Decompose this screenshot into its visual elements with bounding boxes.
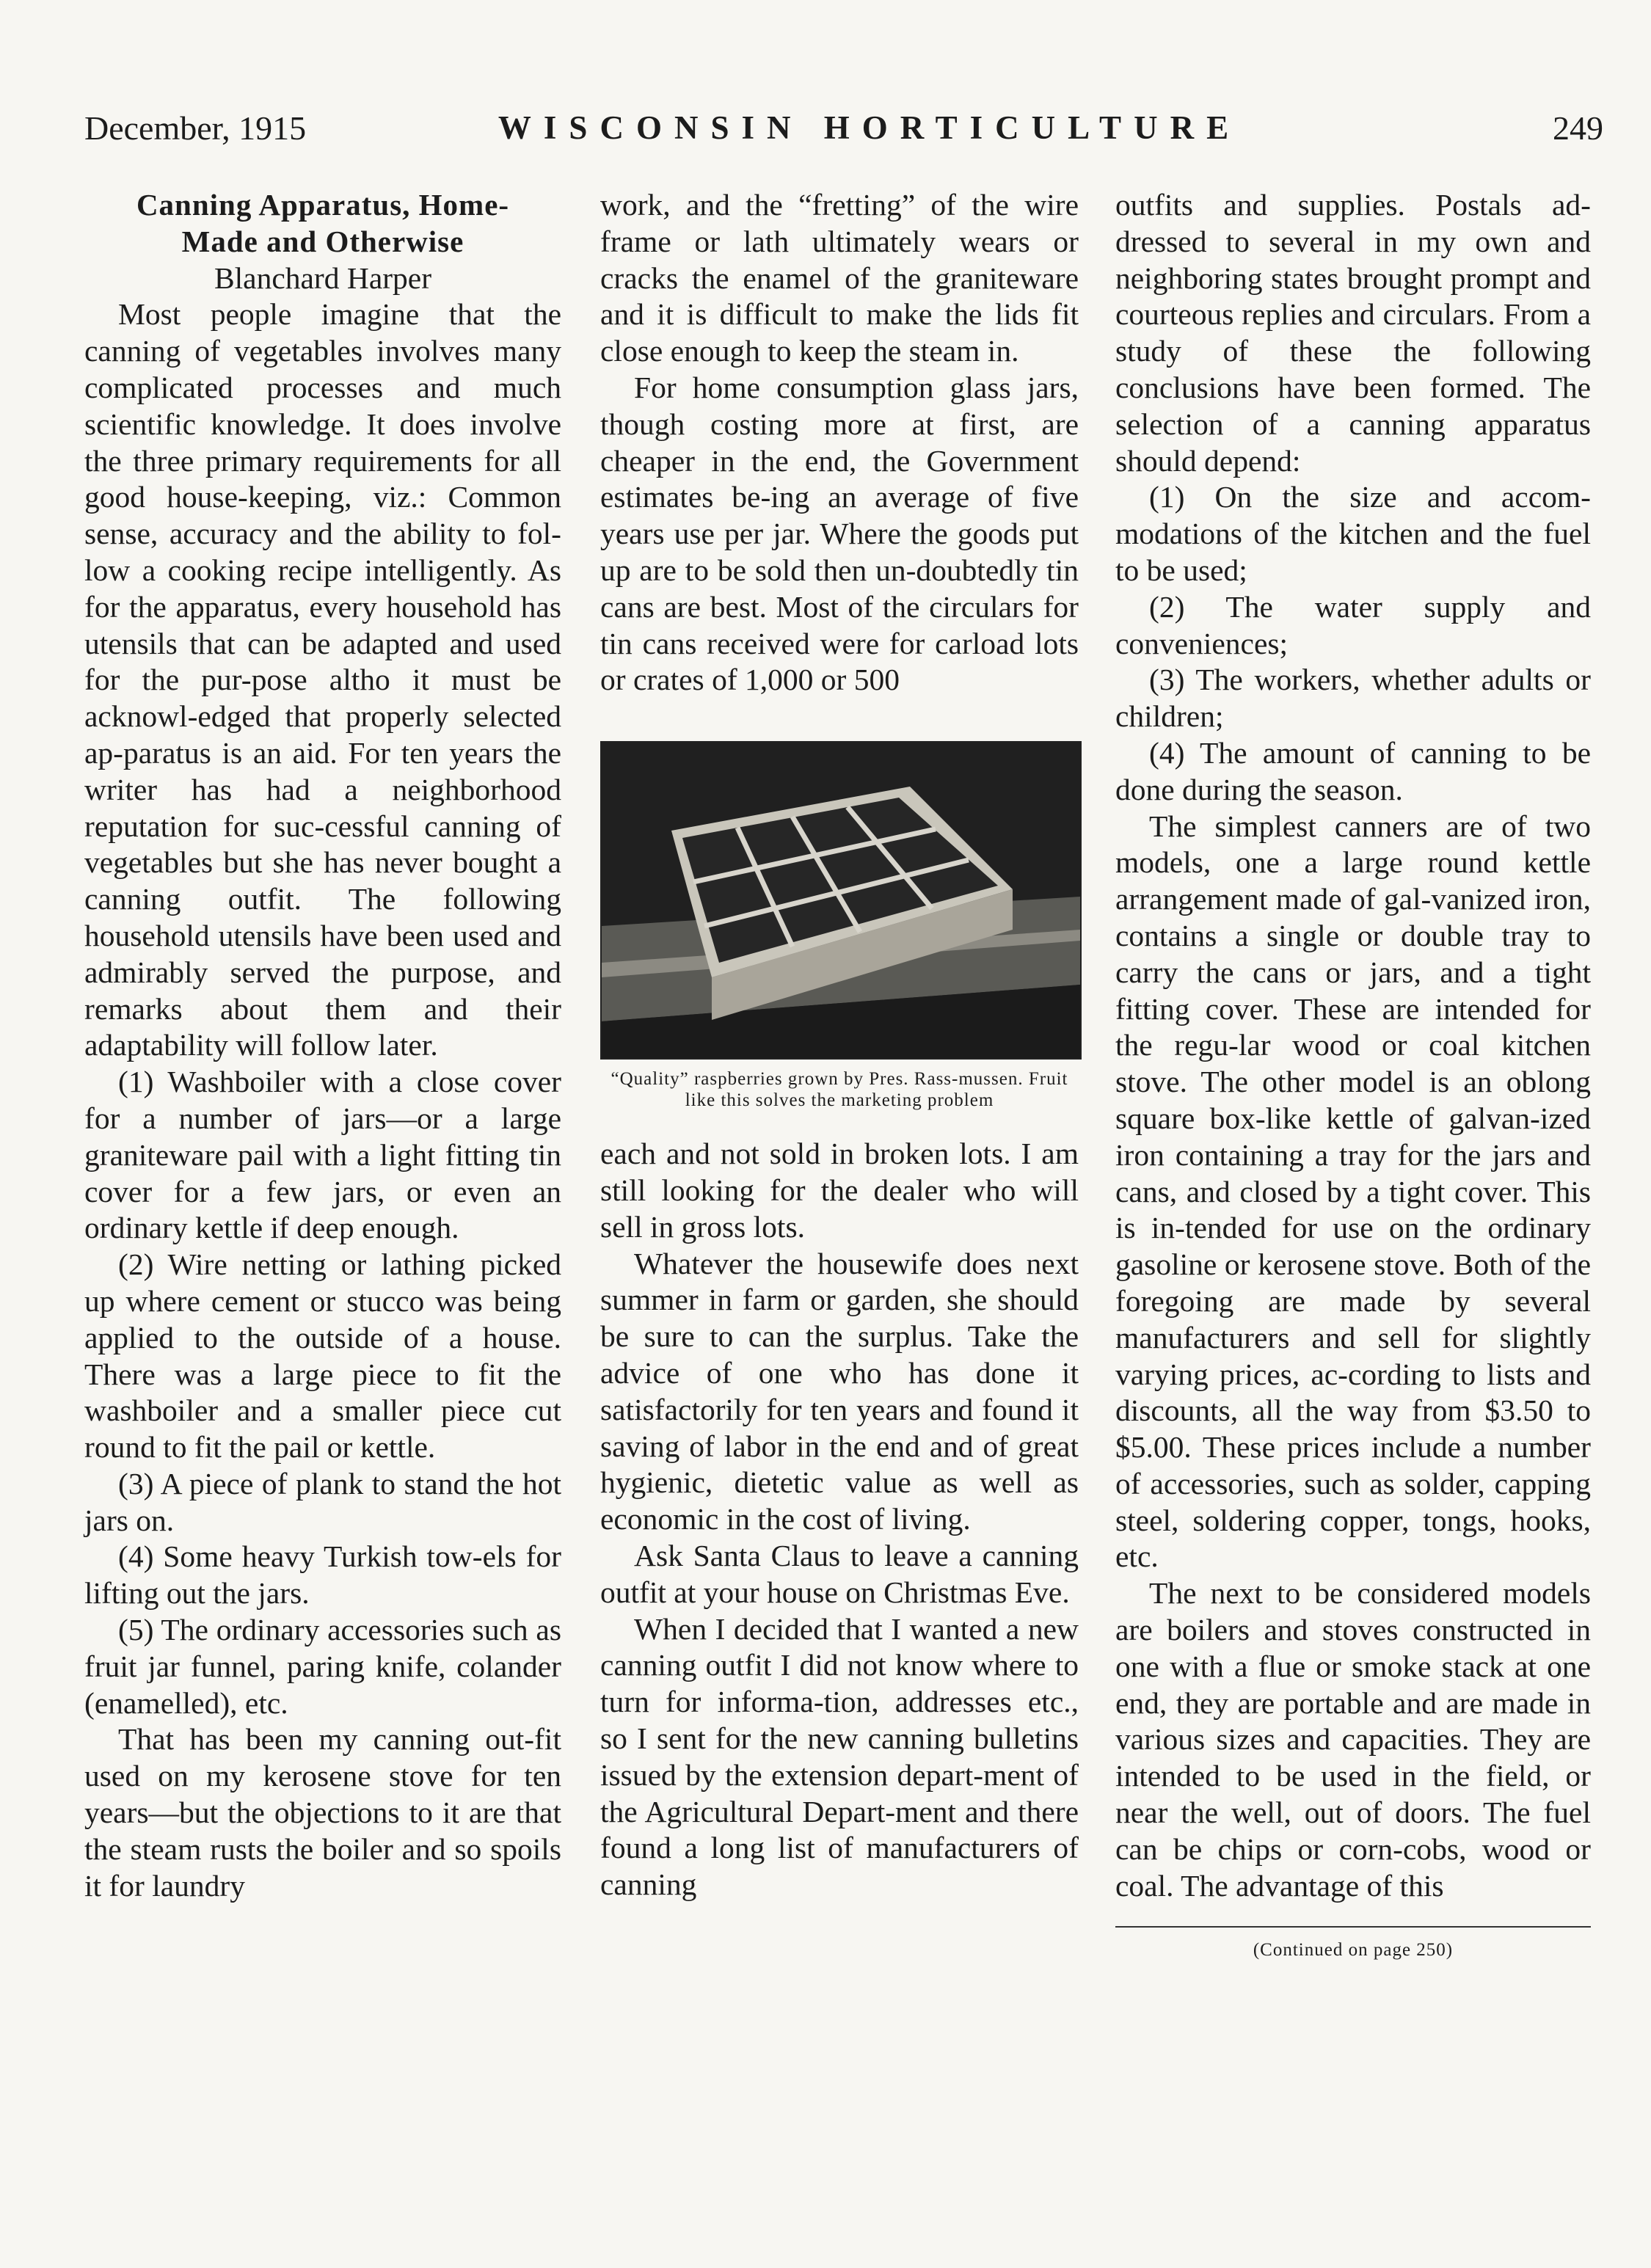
paragraph: (1) Washboiler with a close cover for a number of jars—or a large graniteware pail with a light fitting tin cover for a few jars, or even an ordinary kettle if deep enough. — [84, 1065, 561, 1245]
paragraph: (4) Some heavy Turkish tow-els for lifting out the jars. — [84, 1539, 561, 1611]
paragraph: each and not sold in broken lots. I am still looking for the dealer who will sell in gross lots. — [600, 1137, 1079, 1244]
issue-date: December, 1915 — [84, 109, 307, 147]
column-3 — [1115, 187, 1591, 1969]
paragraph: Ask Santa Claus to leave a canning outfit at your house on Christmas Eve. — [600, 1538, 1079, 1609]
continued-note: (Continued on page 250) — [1253, 1940, 1454, 1961]
figure — [600, 741, 1079, 1111]
paragraph: (2) Wire netting or lathing picked up where cement or stucco was being applied to the outside of a house. There was a large piece to fit the washboiler and a smaller piece cut round to fit the pail or kettle. — [84, 1247, 561, 1465]
paragraph: work, and the “fretting” of the wire frame or lath ultimately wears or cracks the enamel of the graniteware and it is difficult to make the lids fit close enough to keep the steam in. — [600, 188, 1079, 368]
crate-illustration — [602, 743, 1080, 1058]
divider — [1115, 1926, 1591, 1928]
paragraph: (2) The water supply and conveniences; — [1115, 589, 1591, 660]
article-author: Blanchard Harper — [214, 260, 432, 295]
paragraph: (4) The amount of canning to be done during the season. — [1115, 735, 1591, 806]
paragraph: (3) A piece of plank to stand the hot jars on. — [84, 1466, 561, 1537]
column-2 — [600, 187, 1079, 1903]
column-1 — [84, 187, 561, 1904]
paragraph: For home consumption glass jars, though costing more at first, are cheaper in the end, the Government estimates be-ing an average of five years use per jar. Where the goods put up are to be sold then un-doubtedly tin cans are best. Most of the circulars for tin cans received were for carload lots or crates of 1,000 or 500 — [600, 370, 1079, 697]
paragraph: outfits and supplies. Postals ad-dressed to several in my own and neighboring states brought prompt and courteous replies and circulars. From a study of these the following conclusions have been formed. The selection of a canning apparatus should depend: — [1115, 188, 1591, 478]
paragraph: (3) The workers, whether adults or children; — [1115, 663, 1591, 734]
article-title-line-2: Made and Otherwise — [181, 224, 464, 258]
page-header — [84, 109, 1603, 160]
paragraph: Most people imagine that the canning of vegetables involves many complicated processes and much scientific knowledge. It does involve the three primary requirements for all good house-keeping, viz.: Common sense, accuracy and the ability to fol-low a cooking recipe intelligently. As for the apparatus, every household has utensils that can be adapted and used for the pur-pose altho it must be acknowl-edged that properly selected ap-paratus is an aid. For ten years the writer has had a neighborhood reputation for suc-cessful canning of vegetables but she has never bought a canning outfit. The following household utensils have been used and admirably served the purpose, and remarks about them and their adaptability will follow later. — [84, 297, 561, 1062]
figure-caption: “Quality” raspberries grown by Pres. Rass-mussen. Fruit like this solves the marketing problem — [611, 1069, 1068, 1111]
paragraph: (1) On the size and accom-modations of the kitchen and the fuel to be used; — [1115, 480, 1591, 587]
paragraph: When I decided that I wanted a new canning outfit I did not know where to turn for informa-tion, addresses etc., so I sent for the new canning bulletins issued by the extension depart-ment of the Agricultural Depart-ment and there found a long list of manufacturers of canning — [600, 1611, 1079, 1902]
page-number: 249 — [1553, 109, 1603, 147]
article-title-line-1: Canning Apparatus, Home- — [136, 188, 510, 222]
masthead: WISCONSIN HORTICULTURE — [498, 109, 1242, 146]
paragraph: (5) The ordinary accessories such as fruit jar funnel, paring knife, colander (enamelled), etc. — [84, 1613, 561, 1720]
paragraph: The next to be considered models are boilers and stoves constructed in one with a flue or smoke stack at one end, they are portable and are made in various sizes and capacities. They are intended to be used in the field, or near the well, out of doors. The fuel can be chips or corn-cobs, wood or coal. The advantage of this — [1115, 1576, 1591, 1903]
raspberry-crate-photo — [600, 741, 1082, 1060]
paragraph: Whatever the housewife does next summer in farm or garden, she should be sure to can the surplus. Take the advice of one who has done it satisfactorily for ten years and found it saving of labor in the end and of great hygienic, dietetic value as well as economic in the cost of living. — [600, 1246, 1079, 1536]
paragraph: That has been my canning out-fit used on my kerosene stove for ten years—but the objections to it are that the steam rusts the boiler and so spoils it for laundry — [84, 1722, 561, 1903]
paragraph: The simplest canners are of two models, one a large round kettle arrangement made of gal-vanized iron, contains a single or double tray to carry the cans or jars, and a tight fitting cover. These are intended for the regu-lar wood or coal kitchen stove. The other model is an oblong square box-like kettle of galvan-ized iron containing a tray for the jars and cans, and closed by a tight cover. This is in-tended for use on the ordinary gasoline or kerosene stove. Both of the foregoing are made by several manufacturers and sell for slightly varying prices, ac-cording to lists and discounts, all the way from $3.50 to $5.00. These prices include a number of accessories, such as solder, capping steel, soldering copper, tongs, hooks, etc. — [1115, 809, 1591, 1574]
